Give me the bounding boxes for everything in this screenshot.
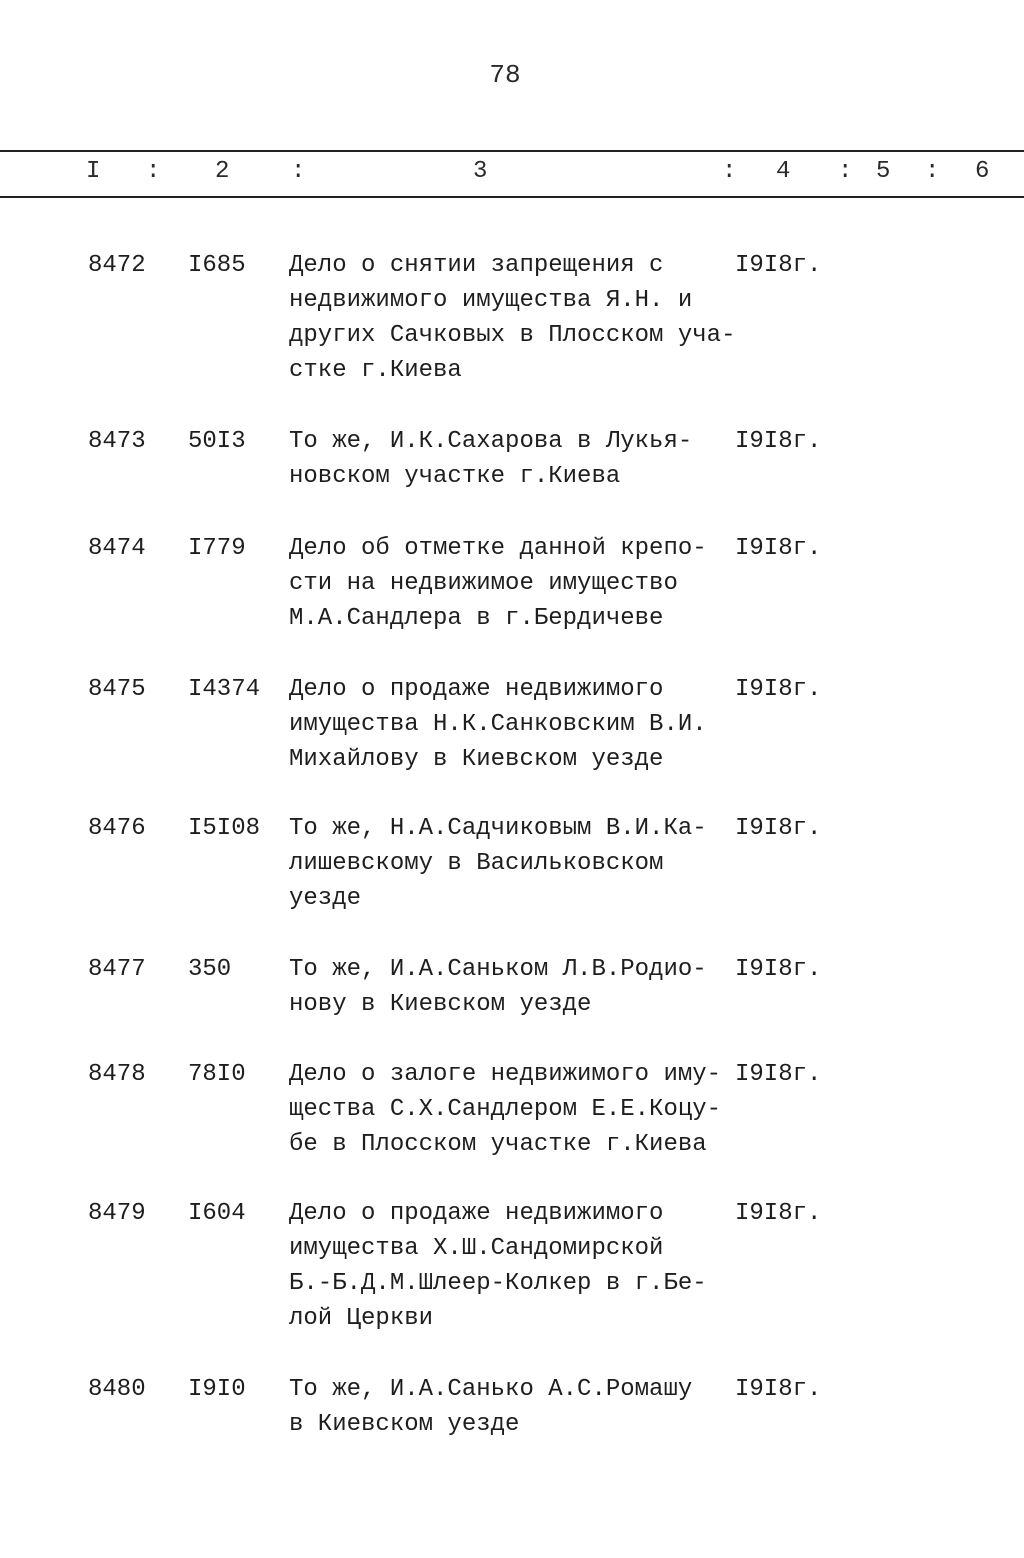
description-line: Б.-Б.Д.М.Шлеер-Колкер в г.Бе- [289, 1270, 707, 1297]
entry-code: 350 [188, 956, 232, 983]
entry-year: I9I8г. [735, 1061, 822, 1088]
entry-year: I9I8г. [735, 535, 822, 562]
description-line: Михайлову в Киевском уезде [289, 746, 664, 773]
description-line: стке г.Киева [289, 357, 462, 384]
description-line: нову в Киевском уезде [289, 991, 592, 1018]
description-line: Дело о залоге недвижимого иму- [289, 1061, 722, 1088]
entry-year: I9I8г. [735, 815, 822, 842]
entry-year: I9I8г. [735, 676, 822, 703]
description-line: То же, И.К.Сахарова в Лукья- [289, 428, 693, 455]
entry-description [289, 248, 735, 388]
description-line: Дело о продаже недвижимого [289, 676, 664, 703]
entry-code: I5I08 [188, 815, 261, 842]
column-separator: : [925, 158, 940, 185]
column-header-6: 6 [975, 158, 990, 185]
entry-year: I9I8г. [735, 428, 822, 455]
entry-number: 8478 [88, 1061, 146, 1088]
entry-code: I9I0 [188, 1376, 246, 1403]
column-header-5: 5 [876, 158, 891, 185]
entry-description [289, 1372, 692, 1442]
entry-description [289, 672, 707, 777]
entry-year: I9I8г. [735, 1200, 822, 1227]
description-line: других Сачковых в Плосском уча- [289, 322, 736, 349]
description-line: в Киевском уезде [289, 1411, 520, 1438]
entry-number: 8476 [88, 815, 146, 842]
entry-code: I604 [188, 1200, 246, 1227]
column-header-4: 4 [776, 158, 791, 185]
entry-number: 8475 [88, 676, 146, 703]
entry-description [289, 1196, 707, 1336]
entry-code: I685 [188, 252, 246, 279]
entry-year: I9I8г. [735, 1376, 822, 1403]
description-line: имущества Х.Ш.Сандомирской [289, 1235, 664, 1262]
column-separator: : [838, 158, 853, 185]
entry-code: 50I3 [188, 428, 246, 455]
description-line: То же, И.А.Санько А.С.Ромашу [289, 1376, 693, 1403]
header-rule-bottom [0, 196, 1024, 198]
column-header-2: 2 [215, 158, 230, 185]
entry-code: I779 [188, 535, 246, 562]
entry-number: 8472 [88, 252, 146, 279]
description-line: Дело о снятии запрещения с [289, 252, 664, 279]
page-number: 78 [489, 60, 521, 90]
entry-year: I9I8г. [735, 956, 822, 983]
column-separator: : [291, 158, 306, 185]
entry-number: 8477 [88, 956, 146, 983]
entry-code: 78I0 [188, 1061, 246, 1088]
column-header-I: I [86, 158, 101, 185]
description-line: М.А.Сандлера в г.Бердичеве [289, 605, 664, 632]
entry-number: 8480 [88, 1376, 146, 1403]
column-separator: : [722, 158, 737, 185]
entry-number: 8479 [88, 1200, 146, 1227]
entry-description [289, 952, 707, 1022]
column-header-3: 3 [473, 158, 488, 185]
description-line: недвижимого имущества Я.Н. и [289, 287, 693, 314]
description-line: Дело о продаже недвижимого [289, 1200, 664, 1227]
description-line: сти на недвижимое имущество [289, 570, 678, 597]
entry-description [289, 811, 707, 916]
description-line: То же, Н.А.Садчиковым В.И.Ка- [289, 815, 707, 842]
description-line: имущества Н.К.Санковским В.И. [289, 711, 707, 738]
entry-number: 8474 [88, 535, 146, 562]
description-line: То же, И.А.Саньком Л.В.Родио- [289, 956, 707, 983]
description-line: Дело об отметке данной крепо- [289, 535, 707, 562]
entry-description [289, 1057, 721, 1162]
description-line: лишевскому в Васильковском [289, 850, 664, 877]
description-line: уезде [289, 885, 362, 912]
header-rule-top [0, 150, 1024, 152]
description-line: лой Церкви [289, 1305, 434, 1332]
entry-year: I9I8г. [735, 252, 822, 279]
entry-description [289, 424, 692, 494]
entry-code: I4374 [188, 676, 261, 703]
entry-number: 8473 [88, 428, 146, 455]
description-line: новском участке г.Киева [289, 463, 621, 490]
entry-description [289, 531, 707, 636]
description-line: щества С.Х.Сандлером Е.Е.Коцу- [289, 1096, 722, 1123]
description-line: бе в Плосском участке г.Киева [289, 1131, 707, 1158]
column-separator: : [146, 158, 161, 185]
